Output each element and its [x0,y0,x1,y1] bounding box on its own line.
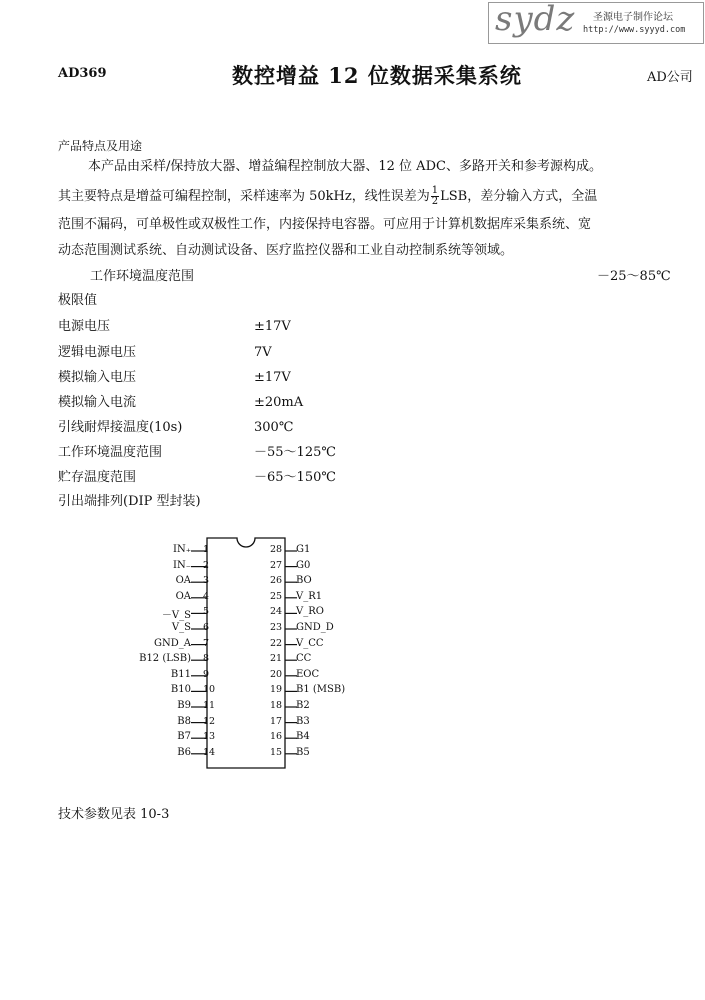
pin-name-left: B9 [177,700,191,711]
watermark-logo: sydz [495,0,576,39]
pin-number-left: 8 [203,653,210,665]
pin-name-right: V_R1 [296,590,323,602]
limit-value: ±20mA [254,395,304,410]
company-name: AD公司 [647,70,693,85]
footer-note: 技术参数见表 10-3 [58,807,170,822]
pin-name-right: B5 [296,746,310,758]
pin-number-left: 14 [203,746,216,758]
features-paragraph-line3: 范围不漏码，可单极性或双极性工作，内接保持电容器。可应用于计算机数据库采集系统、宽 [58,217,592,232]
limit-label: 模拟输入电压 [58,370,137,385]
pin-number-left: 2 [203,559,210,571]
pin-number-left: 1 [203,544,210,555]
pin-number-right: 28 [270,544,283,555]
pin-number-left: 6 [203,622,210,633]
pin-name-right: EOC [296,668,320,680]
pin-number-left: 12 [203,715,216,727]
pin-name-right: BO [296,575,312,587]
pin-name-right: B1 (MSB) [296,684,346,696]
features-paragraph-line4: 动态范围测试系统、自动测试设备、医疗监控仪器和工业自动控制系统等领域。 [58,243,514,258]
pin-name-left: －V_S [161,610,191,622]
pin-name-left: IN₋ [173,559,191,571]
pin-number-left: 9 [203,668,210,680]
pin-name-left: B8 [177,715,191,727]
limit-value: 7V [254,345,272,360]
pin-number-left: 5 [203,606,210,618]
pin-number-left: 3 [203,575,210,587]
pin-name-left: B7 [177,731,191,743]
limit-label: 工作环境温度范围 [58,445,163,460]
limit-value: 300℃ [254,420,294,435]
pin-name-left: B10 [170,684,191,696]
operating-temp-value: －25～85℃ [597,269,671,284]
pin-name-right: V_CC [296,637,324,649]
pin-name-right: CC [296,653,312,665]
pin-name-left: B6 [177,746,191,758]
features-line2-end: LSB，差分输入方式，全温 [440,189,598,204]
limit-value: －65～150℃ [254,470,336,485]
watermark-site-name: 圣源电子制作论坛 [593,12,673,23]
fraction-numerator: 1 [431,185,439,196]
pin-number-right: 15 [270,746,283,758]
pin-number-left: 7 [203,637,210,649]
pin-name-right: G1 [296,544,311,555]
pin-name-left: V_S [171,622,191,633]
pin-number-right: 18 [270,700,283,711]
pin-number-right: 21 [270,653,283,665]
part-number: AD369 [58,66,107,81]
pin-number-right: 17 [270,715,283,727]
pinout-heading: 引出端排列(DIP 型封装) [58,494,201,509]
pin-number-right: 26 [270,575,283,587]
pin-name-right: B4 [296,731,310,743]
pin-number-right: 19 [270,684,283,696]
pin-name-left: IN₊ [173,544,191,555]
limit-label: 模拟输入电流 [58,395,137,410]
limit-label: 逻辑电源电压 [58,345,137,360]
page-title: 数控增益 12 位数据采集系统 [232,63,522,88]
pin-name-left: OA [175,575,191,587]
limit-value: ±17V [254,370,291,385]
limit-label: 贮存温度范围 [58,470,137,485]
pin-name-left: OA [175,590,191,602]
features-heading: 产品特点及用途 [58,139,143,153]
pin-name-right: GND_D [296,622,334,633]
pin-number-left: 4 [203,590,210,602]
limit-label: 引线耐焊接温度(10s) [58,420,183,435]
watermark-url: http://www.syyyd.com [583,25,686,35]
pin-number-left: 11 [203,700,216,711]
pin-number-right: 24 [270,606,283,618]
limit-label: 电源电压 [58,319,111,334]
pin-name-left: GND_A [154,637,191,649]
features-paragraph-line1: 本产品由采样/保持放大器、增益编程控制放大器、12 位 ADC、多路开关和参考源构成。 [88,159,602,174]
pin-name-right: V_RO [296,606,324,618]
limit-value: ±17V [254,319,291,334]
pin-name-right: G0 [296,559,311,571]
limits-heading: 极限值 [58,293,98,308]
pin-number-right: 23 [270,622,283,633]
limit-value: －55～125℃ [254,445,336,460]
pin-name-right: B2 [296,700,310,711]
pin-number-left: 13 [203,731,216,743]
pin-number-left: 10 [203,684,216,696]
fraction-denominator: 2 [431,196,439,207]
features-line2-start: 其主要特点是增益可编程控制，采样速率为 50kHz，线性误差为 [58,189,430,204]
pin-name-left: B12 (LSB) [139,653,191,665]
pin-number-right: 20 [270,668,283,680]
pin-number-right: 25 [270,590,283,602]
pin-name-left: B11 [170,668,191,680]
pin-number-right: 22 [270,637,283,649]
operating-temp-label: 工作环境温度范围 [90,269,195,284]
pin-number-right: 16 [270,731,283,743]
pin-name-right: B3 [296,715,310,727]
pin-number-right: 27 [270,559,283,571]
